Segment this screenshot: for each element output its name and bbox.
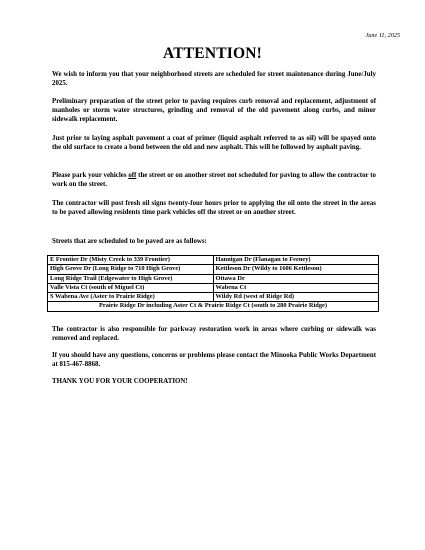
street-cell: Hannigan Dr (Flanagan to Feeney) bbox=[213, 256, 379, 265]
street-cell: Ottawa Dr bbox=[213, 274, 379, 283]
streets-intro: Streets that are scheduled to be paved are as follows: bbox=[52, 238, 207, 245]
primer-paragraph: Just prior to laying asphalt pavement a coat of primer (liquid asphalt referred to as oil) will be spayed onto the old surface to create a bond between the old and new asphalt. This will be followed by asphalt paving. bbox=[52, 135, 376, 151]
street-cell: Wabena Ct bbox=[213, 283, 379, 292]
street-cell: Valle Vista Ct (south of Miguel Ct) bbox=[48, 283, 214, 292]
street-cell: S Wabena Ave (Aster to Prairie Ridge) bbox=[48, 293, 214, 302]
table-row bbox=[48, 265, 379, 274]
parking-text-end: the street or on another street not scheduled for paving to allow the contractor to work on the street. bbox=[52, 172, 377, 188]
table-row bbox=[48, 302, 379, 311]
preparation-paragraph: Preliminary preparation of the street prior to paving requires curb removal and replacement, adjustment of manholes or storm water structures, grinding and removal of the old pavement along curbs, and minor sidewalk replacement. bbox=[52, 98, 376, 123]
street-cell: Kettleson Dr (Wildy to 1606 Kettleson) bbox=[213, 265, 379, 274]
restoration-paragraph: The contractor is also responsible for parkway restoration work in areas where curbing or sidewalk was removed and replaced. bbox=[52, 326, 376, 342]
schedule-paragraph: We wish to inform you that your neighborhood streets are scheduled for street maintenance during June/July 2025. bbox=[52, 71, 376, 87]
table-row bbox=[48, 274, 379, 283]
street-cell: Long Ridge Trail (Edgewater to High Grove) bbox=[48, 274, 214, 283]
parking-text-underlined: off bbox=[128, 172, 137, 179]
thank-you-line: THANK YOU FOR YOUR COOPERATION! bbox=[52, 378, 188, 385]
table-row bbox=[48, 256, 379, 265]
street-cell: Wildy Rd (west of Ridge Rd) bbox=[213, 293, 379, 302]
contact-paragraph: If you should have any questions, concerns or problems please contact the Minooka Public Works Department at 815-467-8868. bbox=[52, 352, 376, 368]
parking-text-start: Please park your vehicles bbox=[52, 172, 129, 179]
page-title: ATTENTION! bbox=[162, 45, 263, 62]
notice-date: June 11, 2025 bbox=[365, 32, 400, 39]
street-cell: High Grove Dr (Long Ridge to 710 High Grove) bbox=[48, 265, 214, 274]
table-row bbox=[48, 283, 379, 292]
street-cell: E Frontier Dr (Misty Creek to 339 Frontier) bbox=[48, 256, 214, 265]
parking-paragraph bbox=[52, 172, 376, 190]
streets-table bbox=[47, 255, 379, 312]
oil-signs-paragraph: The contractor will post fresh oil signs twenty-four hours prior to applying the oil onto the street in the areas to be paved allowing residents time park vehicles off the street or on another street. bbox=[52, 200, 376, 216]
street-cell-full-width: Prairie Ridge Dr including Aster Ct & Prairie Ridge Ct (south to 280 Prairie Ridge) bbox=[48, 302, 379, 311]
table-row bbox=[48, 293, 379, 302]
